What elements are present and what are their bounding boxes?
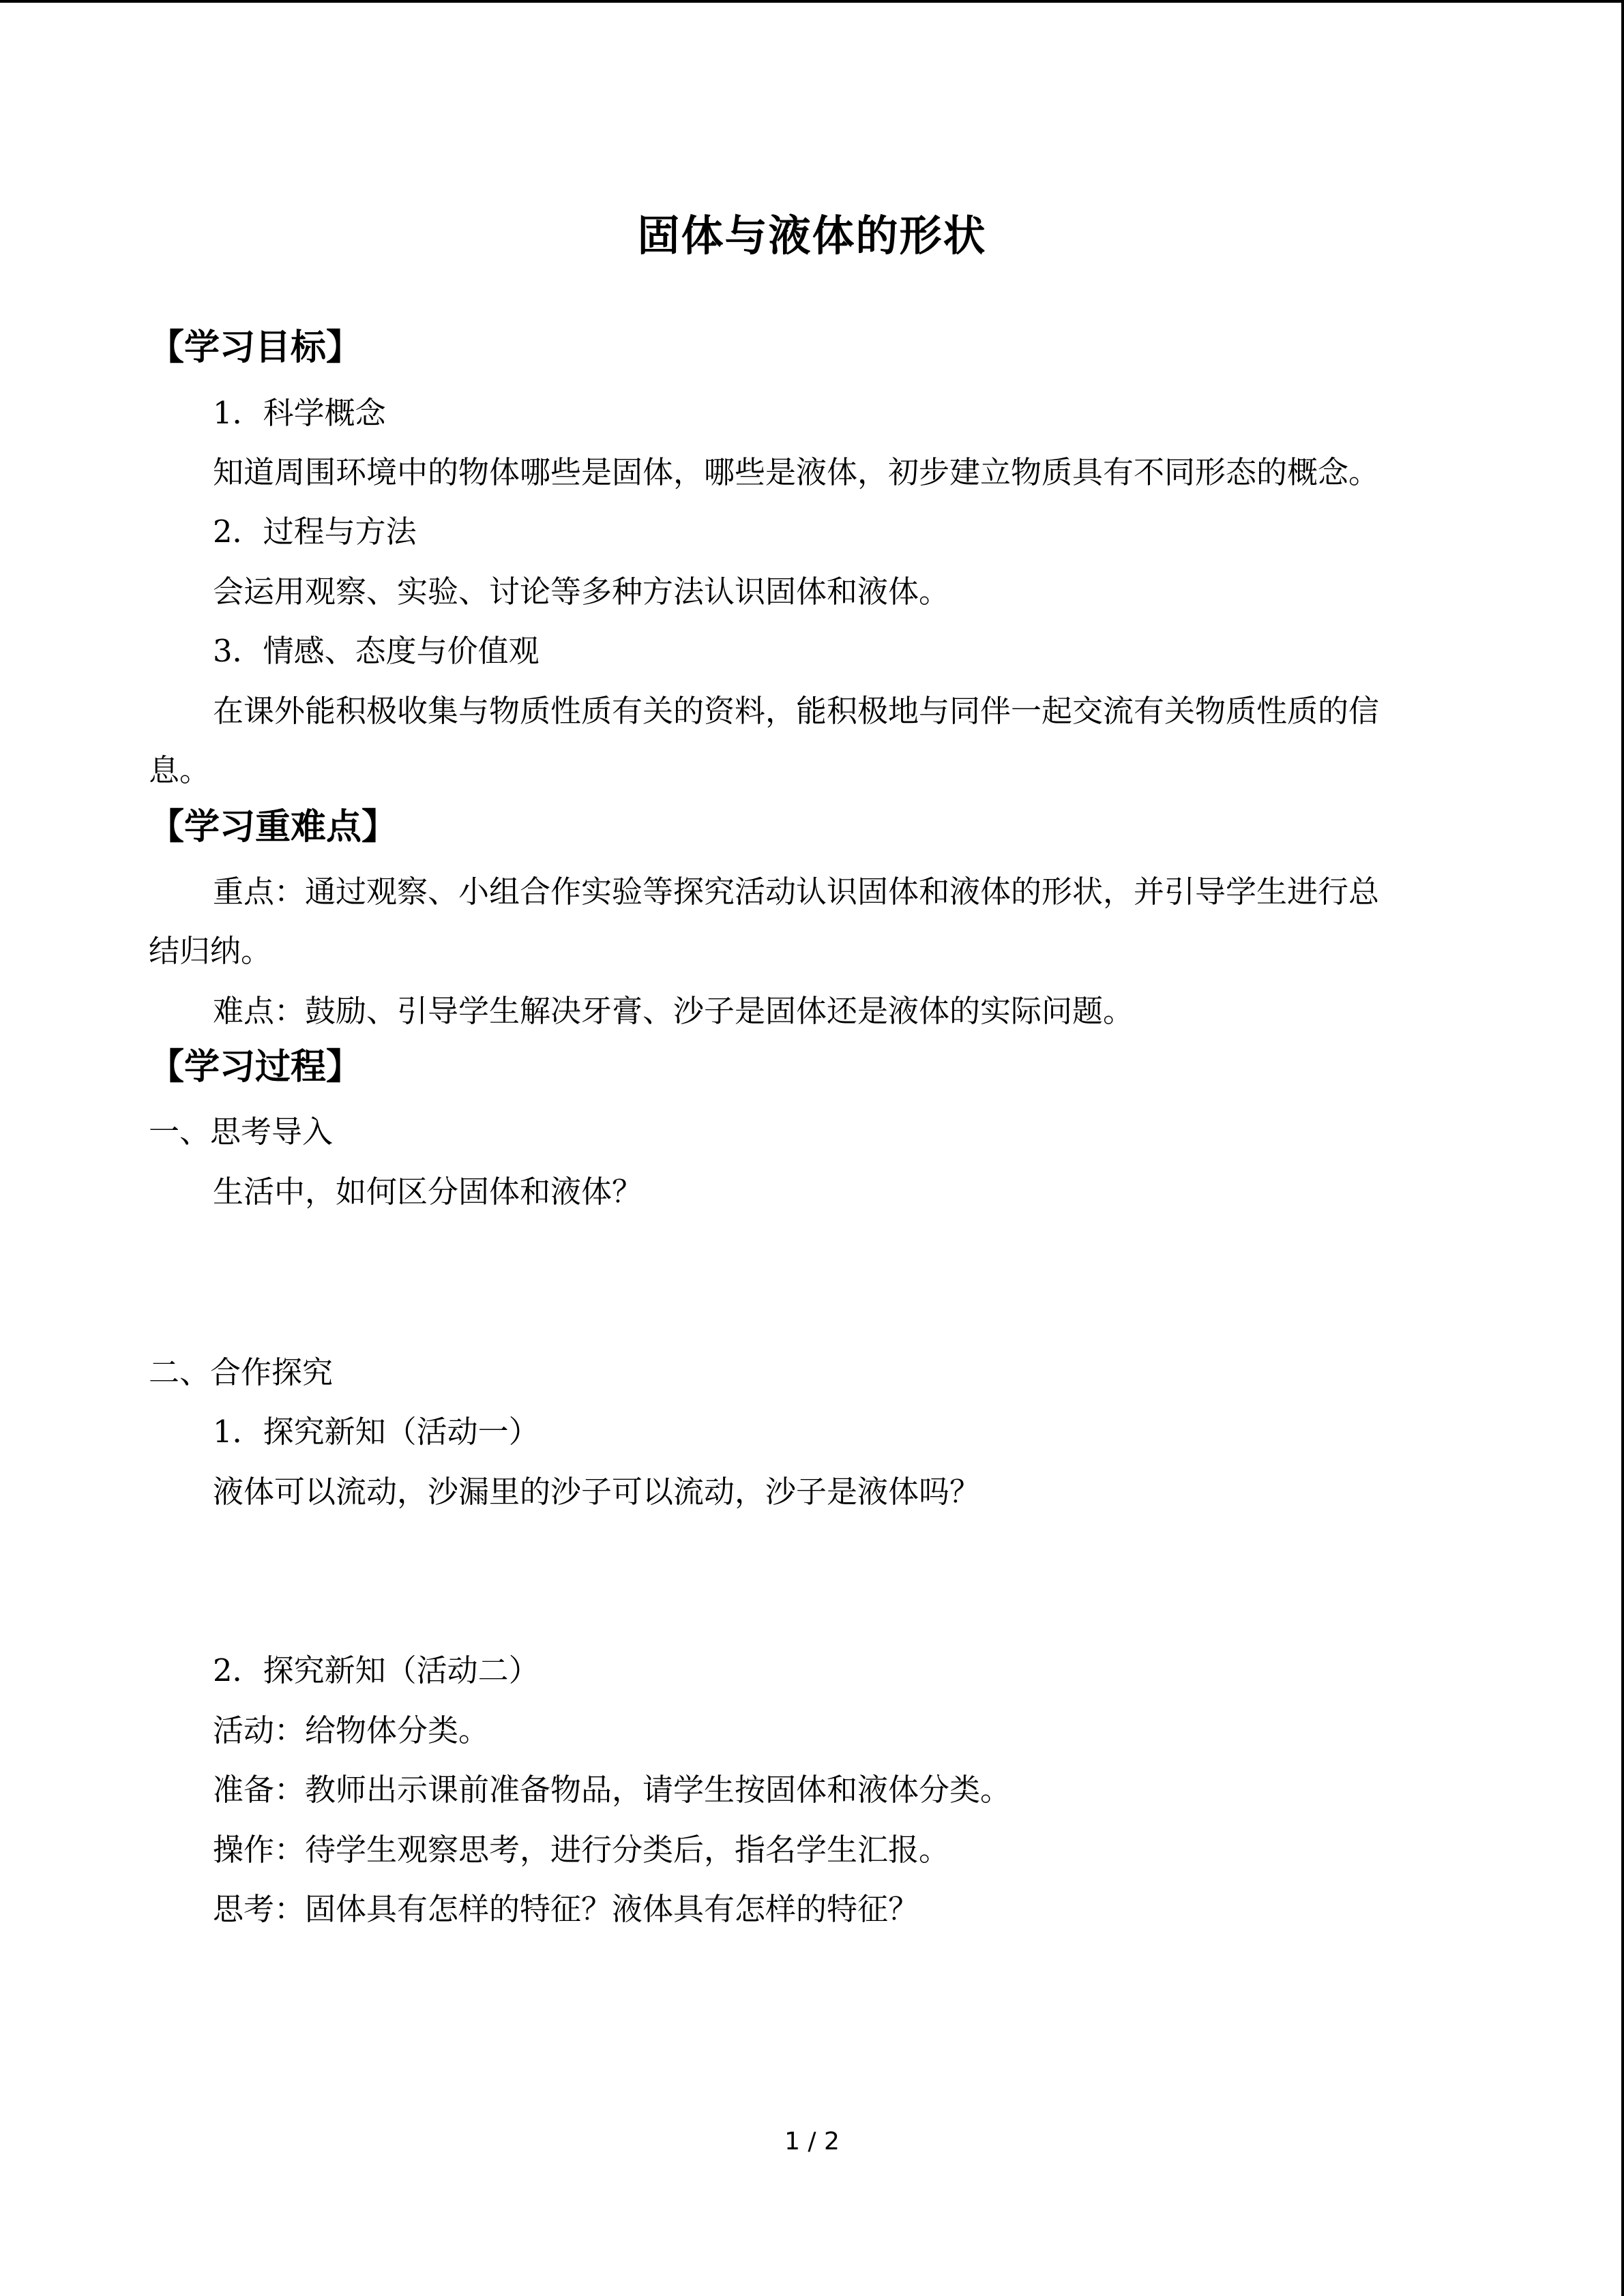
document-title: 固体与液体的形状 — [637, 211, 987, 260]
objective-3-text-line2: 息。 — [149, 752, 211, 788]
focus-text-line2: 结归纳。 — [149, 933, 272, 969]
key-points-heading: 【学习重难点】 — [149, 807, 398, 848]
part1-title: 一、思考导入 — [149, 1114, 334, 1150]
objectives-heading: 【学习目标】 — [149, 327, 362, 368]
objective-3-text-line1: 在课外能积极收集与物质性质有关的资料，能积极地与同伴一起交流有关物质性质的信 — [213, 693, 1380, 729]
activity2-line3: 操作：待学生观察思考，进行分类后，指名学生汇报。 — [213, 1832, 950, 1868]
part1-text: 生活中，如何区分固体和液体？ — [213, 1174, 643, 1210]
activity2-line4: 思考：固体具有怎样的特征？液体具有怎样的特征？ — [213, 1891, 919, 1927]
activity2-line2: 准备：教师出示课前准备物品，请学生按固体和液体分类。 — [213, 1772, 1012, 1808]
difficulty-text: 难点：鼓励、引导学生解决牙膏、沙子是固体还是液体的实际问题。 — [213, 993, 1134, 1029]
focus-text-line1: 重点：通过观察、小组合作实验等探究活动认识固体和液体的形状，并引导学生进行总 — [213, 874, 1380, 910]
page-border-right — [1621, 0, 1624, 2296]
objective-3-title: 3．情感、态度与价值观 — [213, 633, 540, 669]
activity2-title: 2．探究新知（活动二） — [213, 1652, 540, 1688]
page-number: 1 / 2 — [784, 2128, 840, 2156]
page-border-top — [0, 0, 1624, 3]
objective-1-title: 1．科学概念 — [213, 395, 386, 431]
objective-2-title: 2．过程与方法 — [213, 513, 417, 550]
part2-title: 二、合作探究 — [149, 1354, 334, 1390]
activity1-title: 1．探究新知（活动一） — [213, 1414, 540, 1450]
activity2-line1: 活动：给物体分类。 — [213, 1712, 490, 1748]
objective-1-text: 知道周围环境中的物体哪些是固体，哪些是液体，初步建立物质具有不同形态的概念。 — [213, 454, 1380, 490]
process-heading: 【学习过程】 — [149, 1047, 362, 1088]
objective-2-text: 会运用观察、实验、讨论等多种方法认识固体和液体。 — [213, 573, 950, 610]
activity1-text: 液体可以流动，沙漏里的沙子可以流动，沙子是液体吗？ — [213, 1474, 981, 1510]
